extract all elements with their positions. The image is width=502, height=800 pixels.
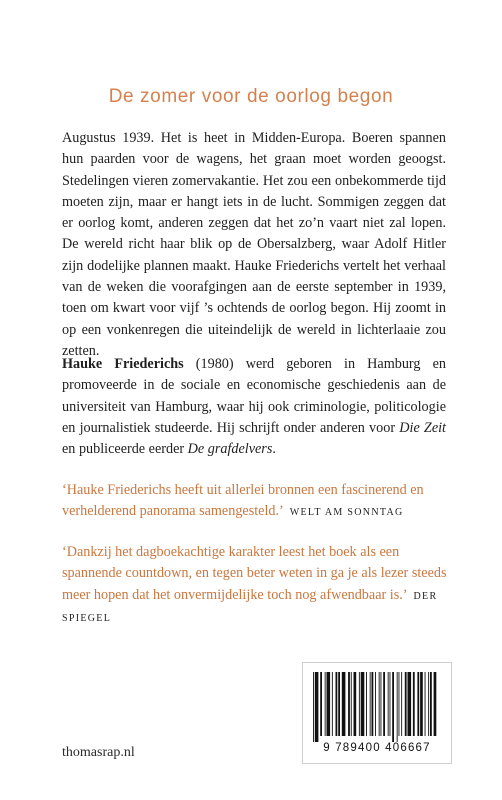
- barcode-bar: [342, 672, 346, 736]
- publication-name: Die Zeit: [399, 419, 446, 436]
- barcode-bar: [397, 672, 398, 742]
- barcode-bar: [408, 672, 412, 736]
- barcode-bar: [351, 672, 352, 736]
- barcode-bar: [428, 672, 429, 736]
- barcode-bar: [359, 672, 360, 736]
- quote-text: ‘Hauke Friederichs heeft uit allerlei bronnen een fascinerend en verhelderend panorama samengesteld.’: [62, 482, 424, 520]
- review-quote: [62, 542, 448, 629]
- barcode-bar: [354, 672, 357, 736]
- barcode-bar: [315, 672, 319, 742]
- bio-text-2: en publiceerde eerder: [62, 441, 188, 458]
- previous-book-title: De grafdelvers: [187, 441, 273, 458]
- barcode-bar: [381, 672, 382, 736]
- barcode-bar: [370, 672, 371, 736]
- barcode-bar: [390, 672, 391, 736]
- book-blurb: Augustus 1939. Het is heet in Midden-Europa. Boeren spannen hun paarden voor de wagens, het graan moet worden geoogst. Stedelingen vieren zomervakantie. Het zou een onbekommerde tijd moeten zijn, maar er hangt iets in de lucht. Sommigen zeggen dat er oorlog komt, anderen zeggen dat het zo’n vaart niet zal lopen. De wereld richt haar blik op de Obersalzberg, waar Adolf Hitler zijn dodelijke plannen maakt. Hauke Friederichs vertelt het verhaal van de weken die voorafgingen aan de eerste september in 1939, toen om kwart voor vijf ’s ochtends de oorlog begon. Hij zoomt in op een vonkenregen die uiteindelijk de wereld in lichterlaaie zou zetten.: [62, 130, 446, 359]
- barcode-bars: [313, 672, 441, 742]
- publisher-website: thomasrap.nl: [62, 745, 135, 760]
- barcode-bar: [348, 672, 350, 736]
- barcode-bar: [413, 672, 415, 736]
- barcode-bar: [375, 672, 376, 736]
- quote-text: ‘Dankzij het dagboekachtige karakter leest het boek als een spannende countdown, en tegen beter weten in ga je als lezer steeds meer hopen dat het onvermijdelijke toch nog afwendbaar is.’: [62, 544, 447, 603]
- barcode-bar: [388, 672, 389, 736]
- barcode-bar: [372, 672, 374, 736]
- barcode-bar: [338, 672, 340, 736]
- book-title: De zomer voor de oorlog begon: [108, 86, 394, 107]
- quote-source: WELT AM SONNTAG: [289, 507, 404, 519]
- barcode-bar: [392, 672, 394, 742]
- barcode-bar: [401, 672, 402, 736]
- review-quote: [62, 480, 448, 524]
- barcode-bar: [430, 672, 432, 736]
- barcode-bar: [379, 672, 380, 736]
- isbn-number: 9 789400 406667: [323, 742, 431, 754]
- quote-source: DER SPIEGEL: [62, 590, 438, 624]
- barcode-bar: [332, 672, 333, 736]
- barcode-bar: [361, 672, 365, 736]
- barcode-bar: [420, 672, 423, 736]
- barcode: [302, 662, 452, 764]
- barcode-bar: [399, 672, 400, 736]
- barcode-bar: [325, 672, 326, 736]
- bio-text-1: (1980) werd geboren in Hamburg en promoveerde in de sociale en economische geschiedenis aan de universiteit van Hamburg, waar hij ook criminologie, politicologie en journalistiek studeerde. Hij schrijft onder anderen voor: [62, 356, 447, 436]
- author-name: Hauke Friederichs: [62, 356, 184, 372]
- barcode-bar: [336, 672, 338, 736]
- barcode-bar: [434, 672, 437, 736]
- barcode-bar: [383, 672, 385, 736]
- bio-text-3: .: [272, 441, 276, 458]
- barcode-bar: [417, 672, 419, 736]
- barcode-bar: [327, 672, 331, 736]
- barcode-bar: [366, 672, 367, 736]
- barcode-bar: [313, 672, 314, 742]
- barcode-bar: [425, 672, 426, 736]
- barcode-bar: [320, 672, 322, 736]
- author-bio: [62, 354, 446, 460]
- barcode-bar: [405, 672, 407, 736]
